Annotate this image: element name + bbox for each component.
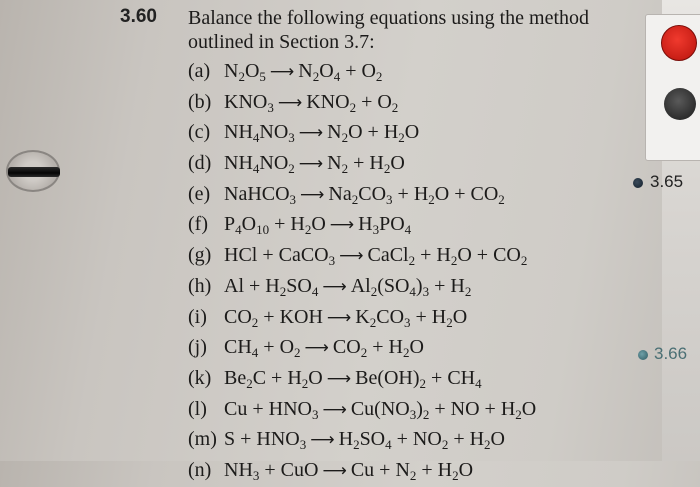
equation-row [188, 179, 536, 210]
equation-label: (k) [188, 366, 212, 389]
equation-label: (h) [188, 274, 212, 297]
equation-row [188, 240, 536, 271]
equation-row [188, 56, 536, 87]
binder-bar [8, 167, 60, 177]
equation-row [188, 117, 536, 148]
equation-products: $Be(OH)_2 + CH_4$ [355, 366, 482, 391]
equation-label: (f) [188, 213, 208, 236]
equation-products: $N_2O + H_2O$ [327, 121, 420, 146]
equation-reactants: $N_2O_5$ [224, 60, 266, 84]
equation-reactants: HCl + CaCO$_3$ [224, 244, 336, 269]
reaction-arrow-icon: ⟶ [300, 184, 325, 205]
equation-products: $Al_2(SO_4)_3 + H_2$ [350, 274, 472, 299]
equation-label: (c) [188, 121, 211, 144]
equation-label: (d) [188, 152, 212, 175]
reaction-arrow-icon: ⟶ [310, 430, 335, 451]
equation-products: $H_3PO_4$ [358, 213, 412, 238]
reaction-arrow-icon: ⟶ [322, 460, 347, 481]
red-dot-icon [661, 25, 697, 61]
equation-row [188, 209, 536, 240]
equation-reactants: $Al + H_2SO_4$ [224, 274, 319, 299]
equation-products: $H_2SO_4 + NO_2 + H_2O$ [338, 428, 505, 453]
equation-reactants: $KNO_3$ [224, 90, 274, 115]
equation-reactants: NaHCO$_3$ [224, 182, 297, 207]
equation-row [188, 271, 536, 302]
side-problem-number: 3.66 [654, 344, 688, 363]
equation-reactants: $S + HNO_3$ [224, 428, 307, 453]
problem-text-line2: outlined in Section 3.7: [188, 31, 375, 53]
problem-number: 3.60 [120, 6, 157, 27]
equation-products: $N_2 + H_2O$ [327, 152, 405, 177]
equation-label: (g) [188, 244, 212, 267]
problem-statement [188, 6, 589, 54]
equation-row [188, 424, 536, 455]
equation-products: $KNO_2 + O_2$ [306, 90, 399, 115]
reaction-arrow-icon: ⟶ [304, 338, 329, 359]
equation-reactants: $Be_2C + H_2O$ [224, 366, 323, 391]
equation-label: (e) [188, 182, 211, 205]
equation-reactants: $NH_4NO_3$ [224, 121, 295, 146]
equation-products: $Na_2CO_3 + H_2O + CO_2$ [328, 182, 505, 207]
equation-label: (n) [188, 458, 212, 481]
reaction-arrow-icon: ⟶ [277, 92, 303, 113]
reaction-arrow-icon: ⟶ [269, 62, 295, 82]
equation-label: (i) [188, 305, 207, 328]
equation-reactants: $NH_3$ + CuO [224, 458, 319, 483]
equation-reactants: $NH_4NO_2$ [224, 152, 295, 177]
bullet-icon [633, 178, 643, 188]
equation-products: $Cu + N_2 + H_2O$ [350, 458, 474, 483]
equation-reactants: $CH_4 + O_2$ [224, 336, 301, 361]
equation-row [188, 455, 536, 486]
equation-reactants: $P_4O_{10} + H_2O$ [224, 213, 326, 238]
equation-label: (j) [188, 336, 207, 359]
equation-label: (a) [188, 60, 211, 82]
equation-row [188, 148, 536, 179]
equation-row [188, 332, 536, 363]
binder-ring-icon [6, 150, 62, 194]
reaction-arrow-icon: ⟶ [298, 123, 324, 144]
equation-products: CaCl$_2$ + $H_2O + CO_2$ [367, 244, 528, 269]
equation-label: (l) [188, 397, 207, 420]
equation-products: $K_2CO_3 + H_2O$ [355, 305, 468, 330]
dark-dot-icon [664, 88, 696, 120]
equation-list [188, 56, 536, 486]
equation-products: $N_2O_4 + O_2$ [298, 60, 383, 84]
reaction-arrow-icon: ⟶ [326, 307, 352, 328]
reaction-arrow-icon: ⟶ [326, 368, 352, 389]
equation-row [188, 394, 536, 425]
equation-row [188, 302, 536, 333]
equation-row [188, 87, 536, 118]
equation-label: (m) [188, 428, 217, 451]
equation-products: $CO_2 + H_2O$ [332, 336, 424, 361]
equation-row [188, 363, 536, 394]
equation-reactants: $CO_2$ + KOH [224, 305, 323, 330]
equation-label: (b) [188, 90, 212, 113]
equation-products: $Cu(NO_3)_2$ + NO + $H_2O$ [350, 397, 537, 422]
reaction-arrow-icon: ⟶ [339, 246, 364, 267]
problem-text-line1: Balance the following equations using the method [188, 7, 590, 29]
reaction-arrow-icon: ⟶ [322, 276, 347, 297]
side-problem-number: 3.65 [650, 172, 684, 191]
bullet-icon [638, 350, 648, 360]
reaction-arrow-icon: ⟶ [298, 154, 324, 175]
reaction-arrow-icon: ⟶ [329, 215, 355, 236]
equation-reactants: $Cu + HNO_3$ [224, 397, 319, 422]
reaction-arrow-icon: ⟶ [322, 399, 347, 420]
